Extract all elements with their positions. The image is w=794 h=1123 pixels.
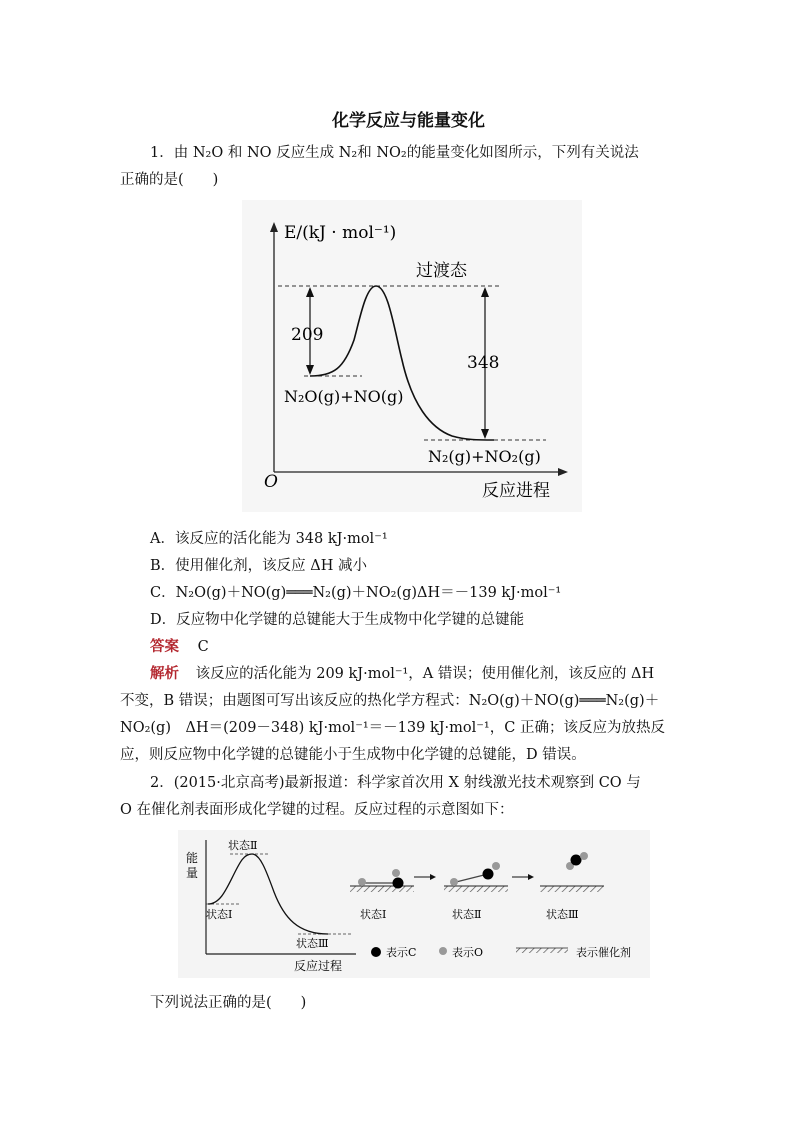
q1-analysis-text-1: 该反应的活化能为 209 kJ·mol⁻¹，A 错误；使用催化剂，该反应的 ΔH (195, 666, 655, 682)
q2-state2-c-atom (483, 869, 494, 880)
q1-y-axis-label: E/(kJ · mol⁻¹) (284, 223, 397, 243)
q2-state3-c-atom (571, 855, 582, 866)
q1-analysis-line4: 应，则反应物中化学键的总键能小于生成物中化学键的总键能，D 错误。 (120, 747, 586, 763)
q2-state2-o-atom (450, 878, 458, 886)
q2-state1-catalyst (350, 886, 414, 892)
q2-state1-o-atom (358, 878, 366, 886)
q2-y-label-1: 能 (186, 851, 199, 865)
q2-state2-label: 状态Ⅱ (452, 908, 482, 921)
q2-y-label-2: 量 (186, 866, 199, 880)
q2-legend-c-dot (371, 947, 381, 957)
q2-text-line1: 2．(2015·北京高考)最新报道：科学家首次用 X 射线激光技术观察到 CO 与 (150, 775, 641, 791)
q1-answer-label: 答案 (150, 638, 179, 655)
q2-state1-c-atom (393, 878, 404, 889)
q1-activation-value: 209 (291, 325, 324, 345)
q2-legend-c: 表示C (386, 946, 417, 959)
q1-option-d: D．反应物中化学键的总键能大于生成物中化学键的总键能 (150, 612, 525, 628)
q1-energy-diagram (242, 200, 582, 512)
q1-x-axis-label: 反应进程 (482, 481, 550, 501)
q1-answer (150, 637, 209, 657)
q1-reverse-value: 348 (467, 353, 500, 373)
q1-analysis-line1 (150, 664, 654, 684)
q2-state2-catalyst (444, 886, 508, 892)
q1-products-label: N₂(g)+NO₂(g) (428, 447, 541, 466)
q2-state1-label: 状态Ⅰ (360, 908, 387, 921)
q1-origin-label: O (264, 472, 278, 492)
q1-option-b: B．使用催化剂，该反应 ΔH 减小 (150, 558, 367, 574)
q2-state3-label: 状态Ⅲ (546, 908, 579, 921)
q1-transition-label: 过渡态 (416, 261, 467, 281)
q2-state3-o-atom-2 (580, 852, 588, 860)
q2-legend-catalyst-swatch (516, 948, 568, 953)
q1-text-line2: 正确的是( ) (120, 172, 219, 188)
q1-analysis-line2: 不变，B 错误；由题图可写出该反应的热化学方程式：N₂O(g)＋NO(g)═══N₂(g)＋ (120, 693, 660, 709)
q2-text-line2: O 在催化剂表面形成化学键的过程。反应过程的示意图如下： (120, 802, 514, 818)
q2-state1-co-o-atom (392, 869, 400, 877)
q2-plot-state3: 状态Ⅲ (296, 937, 329, 950)
q1-option-c: C．N₂O(g)＋NO(g)═══N₂(g)＋NO₂(g)ΔH＝－139 kJ·mol⁻¹ (150, 585, 562, 601)
q2-legend-o: 表示O (452, 946, 484, 959)
q2-prompt: 下列说法正确的是( ) (150, 995, 307, 1011)
q1-reactants-label: N₂O(g)+NO(g) (284, 387, 404, 406)
q2-state3-catalyst (540, 886, 604, 892)
q1-option-a: A．该反应的活化能为 348 kJ·mol⁻¹ (150, 531, 388, 547)
q1-answer-value: C (197, 639, 209, 655)
q1-analysis-line3: NO₂(g) ΔH＝(209－348) kJ·mol⁻¹＝－139 kJ·mol⁻¹，C 正确；该反应为放热反 (120, 720, 665, 736)
q2-plot-state2: 状态Ⅱ (228, 839, 258, 852)
q2-x-label: 反应过程 (294, 959, 343, 973)
page-title: 化学反应与能量变化 (332, 111, 485, 131)
q2-legend-catalyst: 表示催化剂 (576, 946, 631, 959)
q2-state2-co-o-atom (492, 862, 500, 870)
q1-analysis-label: 解析 (150, 665, 179, 682)
q2-legend-o-dot (439, 947, 447, 955)
q1-text-line1: 1．由 N₂O 和 NO 反应生成 N₂和 NO₂的能量变化如图所示，下列有关说法 (150, 145, 639, 161)
q2-process-diagram (178, 830, 650, 978)
q2-plot-state1: 状态Ⅰ (206, 908, 233, 921)
